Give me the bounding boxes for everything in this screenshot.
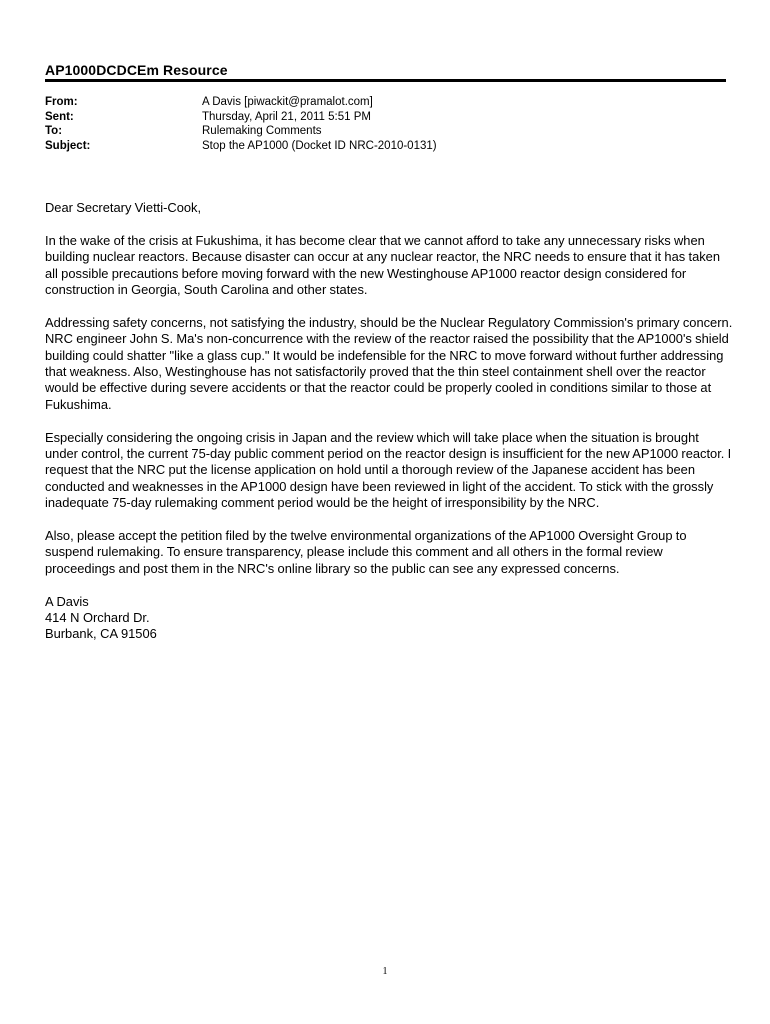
header-value-subject: Stop the AP1000 (Docket ID NRC-2010-0131) bbox=[202, 139, 437, 152]
header-row-sent bbox=[45, 110, 437, 125]
letter-body bbox=[45, 200, 735, 643]
header-label: Subject: bbox=[45, 139, 91, 152]
page-title: AP1000DCDCEm Resource bbox=[45, 62, 228, 78]
email-header bbox=[45, 95, 437, 153]
header-row-to bbox=[45, 124, 437, 139]
signature-block bbox=[45, 594, 735, 643]
signature-street: 414 N Orchard Dr. bbox=[45, 610, 150, 626]
signature-name: A Davis bbox=[45, 593, 89, 609]
header-label: Sent: bbox=[45, 110, 74, 123]
header-row-subject bbox=[45, 139, 437, 154]
header-row-from bbox=[45, 95, 437, 110]
signature-city: Burbank, CA 91506 bbox=[45, 626, 157, 642]
title-divider bbox=[45, 79, 726, 82]
page-number: 1 bbox=[382, 966, 388, 977]
paragraph: Addressing safety concerns, not satisfying the industry, should be the Nuclear Regulatory Commission's primary concern. NRC engineer John S. Ma's non-concurrence with the review of the reactor raised the possibility that the AP1000's shield building could shatter "like a glass cup." It would be indefensible for the NRC to move forward without further addressing that weakness. Also, Westinghouse has not satisfactorily proved that the thin steel containment shell over the reactor would be effective during severe accidents or that the reactor could be properly cooled in conditions similar to those at Fukushima. bbox=[45, 314, 733, 412]
paragraph: Especially considering the ongoing crisis in Japan and the review which will take place when the situation is brought under control, the current 75-day public comment period on the reactor design is insufficient for the new AP1000 reactor. I request that the NRC put the license application on hold until a thorough review of the Japanese accident has been conducted and weaknesses in the AP1000 design have been reviewed in light of the accident. To stick with the grossly inadequate 75-day rulemaking comment period would be the height of irresponsibility by the NRC. bbox=[45, 429, 732, 511]
paragraph: Also, please accept the petition filed by the twelve environmental organizations of the AP1000 Oversight Group to suspend rulemaking. To ensure transparency, please include this comment and all others in the formal review proceedings and post them in the NRC's online library so the public can see any expressed concerns. bbox=[45, 528, 687, 576]
salutation: Dear Secretary Vietti-Cook, bbox=[45, 200, 202, 215]
header-value-to: Rulemaking Comments bbox=[202, 125, 322, 137]
header-label: To: bbox=[45, 125, 63, 137]
paragraph: In the wake of the crisis at Fukushima, it has become clear that we cannot afford to take any unnecessary risks when building nuclear reactors. Because disaster can occur at any nuclear reactor, the NRC needs to ensure that it has taken all possible precautions before moving forward with the new Westinghouse AP1000 reactor design considered for construction in Georgia, South Carolina and other states. bbox=[45, 232, 721, 298]
header-label: From: bbox=[45, 96, 78, 108]
header-value-from: A Davis [piwackit@pramalot.com] bbox=[202, 96, 373, 108]
header-value-sent: Thursday, April 21, 2011 5:51 PM bbox=[202, 110, 371, 123]
